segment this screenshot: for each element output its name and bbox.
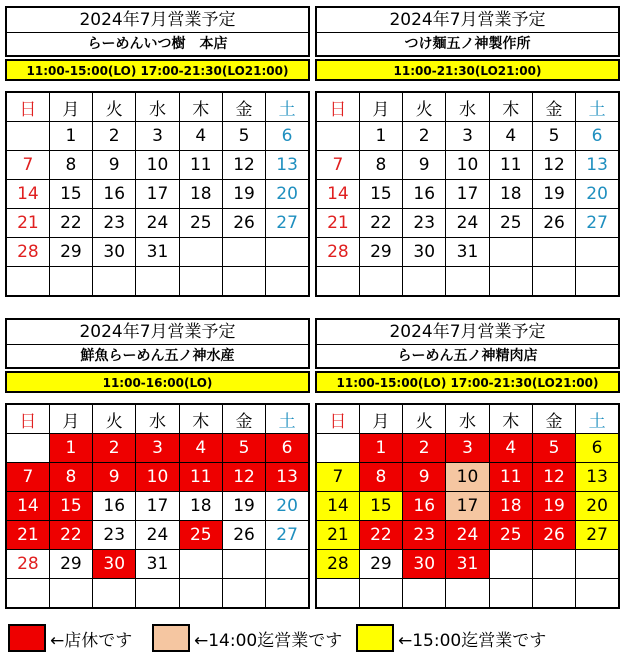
day-cell bbox=[136, 579, 179, 609]
day-cell bbox=[359, 267, 402, 297]
day-cell: 9 bbox=[93, 463, 136, 492]
day-cell: 12 bbox=[222, 463, 265, 492]
shop-name: らーめんいつ樹 本店 bbox=[87, 36, 228, 52]
store-calendar-4 bbox=[315, 318, 620, 609]
day-cell: 2 bbox=[403, 122, 446, 151]
day-cell: 20 bbox=[576, 492, 619, 521]
week-row bbox=[6, 180, 309, 209]
calendar-header bbox=[5, 318, 310, 369]
day-cell: 20 bbox=[576, 180, 619, 209]
day-cell: 4 bbox=[179, 434, 222, 463]
weekday-header: 土 bbox=[576, 92, 619, 122]
calendar-grid bbox=[315, 91, 620, 297]
calendar-title: 2024年7月営業予定 bbox=[317, 320, 618, 345]
day-cell: 25 bbox=[179, 209, 222, 238]
day-cell: 15 bbox=[359, 492, 402, 521]
day-cell bbox=[489, 238, 532, 267]
day-cell: 9 bbox=[93, 151, 136, 180]
day-cell: 4 bbox=[489, 122, 532, 151]
day-cell bbox=[532, 579, 575, 609]
day-cell bbox=[222, 550, 265, 579]
day-cell: 7 bbox=[6, 151, 49, 180]
day-cell: 17 bbox=[446, 492, 489, 521]
legend-closed-swatch bbox=[8, 624, 46, 652]
day-cell: 21 bbox=[6, 209, 49, 238]
day-cell: 11 bbox=[489, 463, 532, 492]
day-cell bbox=[359, 579, 402, 609]
calendar-title: 2024年7月営業予定 bbox=[7, 320, 308, 345]
day-cell bbox=[49, 579, 92, 609]
weekday-header: 金 bbox=[222, 92, 265, 122]
weekday-header: 木 bbox=[179, 404, 222, 434]
day-cell: 10 bbox=[446, 463, 489, 492]
calendar-grid bbox=[315, 403, 620, 609]
day-cell: 26 bbox=[532, 521, 575, 550]
day-cell: 27 bbox=[576, 209, 619, 238]
day-cell: 11 bbox=[179, 151, 222, 180]
week-row bbox=[316, 267, 619, 297]
day-cell: 1 bbox=[359, 434, 402, 463]
day-cell bbox=[316, 434, 359, 463]
weekday-header: 月 bbox=[359, 404, 402, 434]
day-cell: 10 bbox=[446, 151, 489, 180]
day-cell bbox=[179, 238, 222, 267]
day-cell: 13 bbox=[576, 151, 619, 180]
day-cell: 8 bbox=[359, 151, 402, 180]
day-cell: 17 bbox=[136, 180, 179, 209]
week-row bbox=[6, 238, 309, 267]
day-cell bbox=[6, 434, 49, 463]
day-cell: 23 bbox=[93, 521, 136, 550]
legend-1400-label: ←14:00迄営業です bbox=[194, 631, 343, 651]
day-cell: 6 bbox=[576, 122, 619, 151]
week-row bbox=[6, 122, 309, 151]
day-cell: 10 bbox=[136, 463, 179, 492]
day-cell: 29 bbox=[49, 550, 92, 579]
weekday-header: 水 bbox=[136, 404, 179, 434]
day-cell: 19 bbox=[532, 492, 575, 521]
day-cell bbox=[6, 122, 49, 151]
weekday-header: 金 bbox=[532, 404, 575, 434]
business-hours: 11:00-15:00(LO) 17:00-21:30(LO21:00) bbox=[5, 59, 310, 81]
day-cell: 8 bbox=[359, 463, 402, 492]
day-cell: 30 bbox=[403, 238, 446, 267]
day-cell bbox=[6, 267, 49, 297]
day-cell: 6 bbox=[266, 434, 309, 463]
weekday-header: 火 bbox=[93, 92, 136, 122]
day-cell: 17 bbox=[446, 180, 489, 209]
day-cell bbox=[136, 267, 179, 297]
day-cell: 24 bbox=[136, 209, 179, 238]
week-row bbox=[316, 550, 619, 579]
weekday-header: 日 bbox=[316, 404, 359, 434]
day-cell: 25 bbox=[489, 209, 532, 238]
day-cell: 4 bbox=[179, 122, 222, 151]
day-cell: 22 bbox=[49, 521, 92, 550]
day-cell: 15 bbox=[49, 180, 92, 209]
day-cell: 17 bbox=[136, 492, 179, 521]
day-cell: 1 bbox=[49, 434, 92, 463]
day-cell: 19 bbox=[222, 492, 265, 521]
day-cell: 1 bbox=[359, 122, 402, 151]
week-row bbox=[6, 579, 309, 609]
day-cell: 11 bbox=[179, 463, 222, 492]
week-row bbox=[6, 434, 309, 463]
weekday-header: 火 bbox=[93, 404, 136, 434]
day-cell bbox=[489, 267, 532, 297]
day-cell: 16 bbox=[93, 492, 136, 521]
day-cell bbox=[576, 550, 619, 579]
weekday-header: 土 bbox=[266, 404, 309, 434]
day-cell bbox=[316, 267, 359, 297]
day-cell: 23 bbox=[93, 209, 136, 238]
weekday-row bbox=[316, 92, 619, 122]
week-row bbox=[316, 521, 619, 550]
day-cell bbox=[576, 238, 619, 267]
day-cell: 13 bbox=[266, 463, 309, 492]
day-cell bbox=[222, 238, 265, 267]
day-cell bbox=[266, 550, 309, 579]
calendar-title: 2024年7月営業予定 bbox=[317, 8, 618, 33]
day-cell: 3 bbox=[136, 122, 179, 151]
day-cell: 10 bbox=[136, 151, 179, 180]
day-cell bbox=[316, 579, 359, 609]
day-cell bbox=[179, 579, 222, 609]
day-cell: 14 bbox=[6, 180, 49, 209]
weekday-header: 月 bbox=[49, 404, 92, 434]
weekday-header: 水 bbox=[446, 92, 489, 122]
day-cell: 29 bbox=[359, 238, 402, 267]
day-cell: 31 bbox=[136, 238, 179, 267]
week-row bbox=[6, 151, 309, 180]
day-cell: 31 bbox=[136, 550, 179, 579]
day-cell: 7 bbox=[316, 151, 359, 180]
day-cell: 16 bbox=[403, 180, 446, 209]
weekday-header: 土 bbox=[576, 404, 619, 434]
day-cell: 31 bbox=[446, 238, 489, 267]
calendar-header bbox=[315, 6, 620, 57]
day-cell: 11 bbox=[489, 151, 532, 180]
day-cell: 8 bbox=[49, 463, 92, 492]
day-cell bbox=[179, 267, 222, 297]
day-cell: 5 bbox=[222, 122, 265, 151]
day-cell: 24 bbox=[136, 521, 179, 550]
calendar-title: 2024年7月営業予定 bbox=[7, 8, 308, 33]
weekday-header: 水 bbox=[446, 404, 489, 434]
day-cell bbox=[179, 550, 222, 579]
day-cell bbox=[316, 122, 359, 151]
day-cell: 3 bbox=[136, 434, 179, 463]
weekday-header: 火 bbox=[403, 404, 446, 434]
day-cell bbox=[266, 238, 309, 267]
week-row bbox=[316, 122, 619, 151]
day-cell: 7 bbox=[316, 463, 359, 492]
day-cell: 6 bbox=[266, 122, 309, 151]
day-cell: 18 bbox=[179, 180, 222, 209]
day-cell: 18 bbox=[489, 492, 532, 521]
day-cell bbox=[266, 267, 309, 297]
calendar-grid bbox=[5, 91, 310, 297]
week-row bbox=[6, 463, 309, 492]
week-row bbox=[316, 151, 619, 180]
day-cell: 19 bbox=[532, 180, 575, 209]
day-cell: 25 bbox=[489, 521, 532, 550]
day-cell: 1 bbox=[49, 122, 92, 151]
day-cell: 18 bbox=[489, 180, 532, 209]
day-cell bbox=[222, 579, 265, 609]
day-cell: 28 bbox=[316, 238, 359, 267]
day-cell: 12 bbox=[532, 463, 575, 492]
day-cell bbox=[489, 579, 532, 609]
day-cell: 3 bbox=[446, 122, 489, 151]
business-hours: 11:00-21:30(LO21:00) bbox=[315, 59, 620, 81]
day-cell: 9 bbox=[403, 463, 446, 492]
day-cell: 20 bbox=[266, 180, 309, 209]
day-cell: 16 bbox=[403, 492, 446, 521]
business-hours: 11:00-16:00(LO) bbox=[5, 371, 310, 393]
day-cell: 21 bbox=[316, 521, 359, 550]
day-cell: 7 bbox=[6, 463, 49, 492]
day-cell: 20 bbox=[266, 492, 309, 521]
day-cell: 22 bbox=[359, 209, 402, 238]
day-cell: 2 bbox=[93, 434, 136, 463]
day-cell bbox=[266, 579, 309, 609]
day-cell: 29 bbox=[359, 550, 402, 579]
day-cell: 27 bbox=[266, 209, 309, 238]
week-row bbox=[316, 180, 619, 209]
week-row bbox=[316, 492, 619, 521]
day-cell: 14 bbox=[316, 180, 359, 209]
day-cell bbox=[446, 267, 489, 297]
weekday-header: 土 bbox=[266, 92, 309, 122]
day-cell: 26 bbox=[222, 209, 265, 238]
day-cell: 12 bbox=[222, 151, 265, 180]
day-cell: 26 bbox=[532, 209, 575, 238]
day-cell: 9 bbox=[403, 151, 446, 180]
day-cell: 21 bbox=[6, 521, 49, 550]
day-cell: 6 bbox=[576, 434, 619, 463]
store-calendar-1 bbox=[5, 6, 310, 297]
week-row bbox=[6, 492, 309, 521]
week-row bbox=[316, 463, 619, 492]
day-cell: 24 bbox=[446, 521, 489, 550]
day-cell: 28 bbox=[6, 550, 49, 579]
day-cell: 29 bbox=[49, 238, 92, 267]
day-cell: 30 bbox=[93, 238, 136, 267]
store-calendar-3 bbox=[5, 318, 310, 609]
day-cell: 22 bbox=[359, 521, 402, 550]
day-cell: 13 bbox=[576, 463, 619, 492]
weekday-header: 日 bbox=[6, 92, 49, 122]
day-cell: 19 bbox=[222, 180, 265, 209]
day-cell bbox=[49, 267, 92, 297]
day-cell: 30 bbox=[93, 550, 136, 579]
day-cell: 2 bbox=[403, 434, 446, 463]
weekday-header: 月 bbox=[359, 92, 402, 122]
day-cell bbox=[532, 550, 575, 579]
legend-1400-swatch bbox=[152, 624, 190, 652]
day-cell: 3 bbox=[446, 434, 489, 463]
day-cell: 21 bbox=[316, 209, 359, 238]
day-cell bbox=[446, 579, 489, 609]
day-cell: 18 bbox=[179, 492, 222, 521]
business-hours: 11:00-15:00(LO) 17:00-21:30(LO21:00) bbox=[315, 371, 620, 393]
day-cell bbox=[403, 579, 446, 609]
day-cell: 27 bbox=[576, 521, 619, 550]
calendar-header bbox=[315, 318, 620, 369]
weekday-header: 木 bbox=[489, 92, 532, 122]
weekday-row bbox=[6, 404, 309, 434]
calendar-header bbox=[5, 6, 310, 57]
weekday-row bbox=[316, 404, 619, 434]
day-cell: 25 bbox=[179, 521, 222, 550]
weekday-header: 月 bbox=[49, 92, 92, 122]
week-row bbox=[316, 579, 619, 609]
day-cell: 26 bbox=[222, 521, 265, 550]
day-cell: 23 bbox=[403, 209, 446, 238]
day-cell bbox=[576, 579, 619, 609]
day-cell: 24 bbox=[446, 209, 489, 238]
weekday-header: 水 bbox=[136, 92, 179, 122]
shop-name: らーめん五ノ神精肉店 bbox=[397, 348, 538, 364]
day-cell bbox=[6, 579, 49, 609]
legend bbox=[0, 622, 625, 658]
week-row bbox=[6, 521, 309, 550]
week-row bbox=[6, 267, 309, 297]
day-cell: 16 bbox=[93, 180, 136, 209]
weekday-header: 火 bbox=[403, 92, 446, 122]
day-cell: 22 bbox=[49, 209, 92, 238]
day-cell: 30 bbox=[403, 550, 446, 579]
day-cell: 15 bbox=[49, 492, 92, 521]
day-cell: 31 bbox=[446, 550, 489, 579]
week-row bbox=[316, 238, 619, 267]
day-cell bbox=[576, 267, 619, 297]
weekday-header: 金 bbox=[532, 92, 575, 122]
day-cell bbox=[403, 267, 446, 297]
day-cell: 5 bbox=[222, 434, 265, 463]
legend-closed-label: ←店休です bbox=[50, 631, 133, 651]
day-cell: 4 bbox=[489, 434, 532, 463]
week-row bbox=[6, 550, 309, 579]
calendar-grid bbox=[5, 403, 310, 609]
day-cell bbox=[532, 267, 575, 297]
day-cell: 8 bbox=[49, 151, 92, 180]
week-row bbox=[6, 209, 309, 238]
day-cell bbox=[222, 267, 265, 297]
weekday-header: 金 bbox=[222, 404, 265, 434]
weekday-header: 日 bbox=[316, 92, 359, 122]
weekday-header: 日 bbox=[6, 404, 49, 434]
shop-name: 鮮魚らーめん五ノ神水産 bbox=[80, 348, 235, 364]
day-cell bbox=[93, 579, 136, 609]
store-calendar-2 bbox=[315, 6, 620, 297]
weekday-row bbox=[6, 92, 309, 122]
shop-name: つけ麺五ノ神製作所 bbox=[404, 36, 531, 52]
day-cell: 13 bbox=[266, 151, 309, 180]
day-cell bbox=[489, 550, 532, 579]
day-cell: 14 bbox=[316, 492, 359, 521]
day-cell: 15 bbox=[359, 180, 402, 209]
weekday-header: 木 bbox=[179, 92, 222, 122]
day-cell: 2 bbox=[93, 122, 136, 151]
day-cell: 5 bbox=[532, 434, 575, 463]
weekday-header: 木 bbox=[489, 404, 532, 434]
day-cell: 23 bbox=[403, 521, 446, 550]
legend-1500-label: ←15:00迄営業です bbox=[398, 631, 547, 651]
day-cell bbox=[532, 238, 575, 267]
day-cell: 28 bbox=[6, 238, 49, 267]
day-cell: 28 bbox=[316, 550, 359, 579]
week-row bbox=[316, 209, 619, 238]
day-cell: 27 bbox=[266, 521, 309, 550]
day-cell: 5 bbox=[532, 122, 575, 151]
day-cell: 14 bbox=[6, 492, 49, 521]
legend-1500-swatch bbox=[356, 624, 394, 652]
week-row bbox=[316, 434, 619, 463]
day-cell: 12 bbox=[532, 151, 575, 180]
day-cell bbox=[93, 267, 136, 297]
